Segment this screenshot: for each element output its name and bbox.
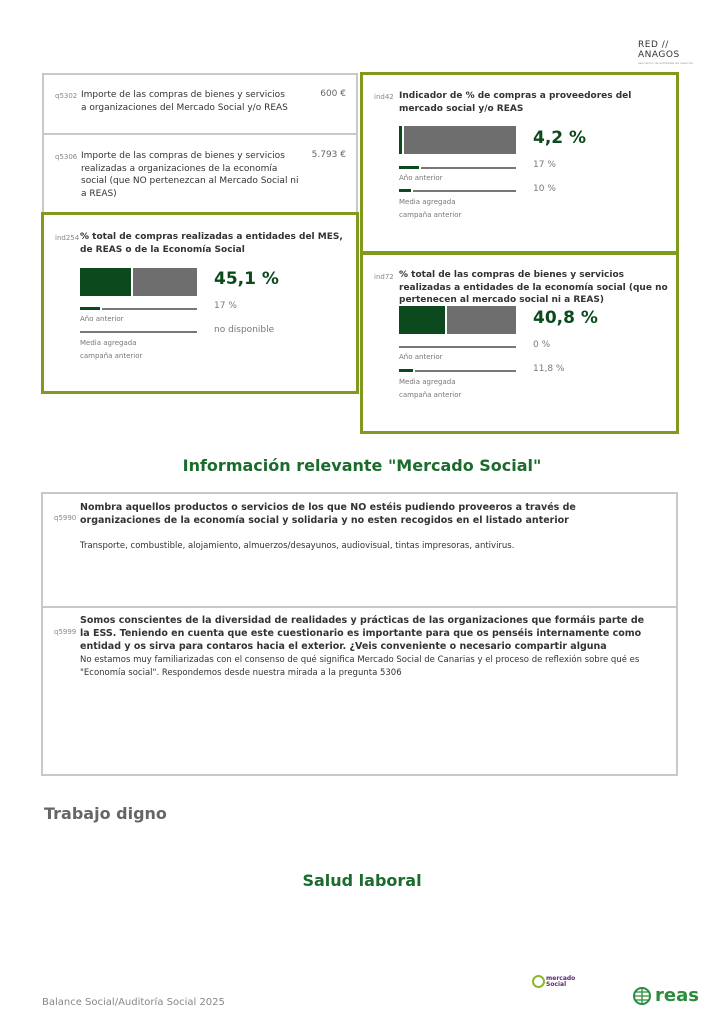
question-text: Importe de las compras de bienes y servicios a organizaciones del Mercado Social y/o REAS (81, 90, 288, 113)
indicator-bar (80, 268, 197, 296)
reas-logo (632, 985, 699, 1006)
question-text: Importe de las compras de bienes y servicios realizadas a organizaciones de la economía social (que NO pertenezcan al Mercado Social ni a REAS) (81, 151, 299, 199)
previous-year-fill (399, 166, 419, 169)
aggregate-average-fill (399, 189, 411, 192)
aggregate-average-value: 11,8 % (533, 364, 565, 374)
section-heading-trabajo-digno: Trabajo digno (44, 804, 167, 823)
aggregate-average-fill (399, 369, 413, 372)
question-id: q5306 (55, 153, 78, 161)
question-card-q5990 (41, 492, 678, 608)
indicator-bar-fill (399, 126, 404, 154)
question-text: Nombra aquellos productos o servicios de los que NO estéis pudiendo proveeros a través de organizaciones de la economía social y solidaria y no esten recogidos en el listado anterior (80, 502, 576, 526)
aggregate-average-label (399, 376, 461, 402)
footer-text: Balance Social/Auditoría Social 2025 (42, 997, 225, 1008)
question-card-q5306 (42, 133, 358, 215)
mercado-social-circle-icon (532, 975, 545, 988)
reas-logo-text: reas (655, 985, 699, 1006)
avg-label-line2: campaña anterior (399, 211, 462, 219)
previous-year-bar (399, 166, 516, 169)
previous-year-label: Año anterior (399, 174, 443, 182)
previous-year-fill (80, 307, 100, 310)
indicator-card-ind254 (41, 212, 359, 394)
question-id: q5999 (54, 628, 77, 636)
red-anagos-logo (638, 40, 702, 65)
logo-text: RED // ANAGOS (638, 40, 680, 60)
previous-year-rest (421, 167, 516, 169)
indicator-title: % total de las compras de bienes y servicios realizadas a entidades de la economía social (que no pertenecen al mercado social ni a REAS) (399, 270, 668, 305)
avg-label-line2: campaña anterior (399, 391, 462, 399)
logo-subtitle: asociación de entidades de inserción (638, 61, 694, 65)
question-id: q5990 (54, 514, 77, 522)
previous-year-value: 17 % (214, 301, 237, 311)
previous-year-bar (80, 307, 197, 310)
section-heading-mercado-social: Información relevante "Mercado Social" (182, 456, 542, 475)
mercado-social-logo (532, 975, 576, 988)
question-value: 600 € (320, 89, 346, 99)
previous-year-label: Año anterior (80, 315, 124, 323)
indicator-value: 40,8 % (533, 308, 598, 328)
aggregate-average-rest (415, 370, 516, 372)
question-card-q5999 (41, 606, 678, 776)
avg-label-line1: Media agregada (399, 378, 456, 386)
question-text: Somos conscientes de la diversidad de realidades y prácticas de las organizaciones que formáis parte de la ESS. Teniendo en cuenta que este cuestionario es importante para que os penséis internamente como entidad y os sirva para contaros hacia el exterior. ¿Veis conveniente o necesario compartir alguna (80, 615, 645, 652)
indicator-bar-fill (80, 268, 133, 296)
aggregate-average-rest (413, 190, 516, 192)
avg-label-line1: Media agregada (399, 198, 456, 206)
aggregate-average-bar (399, 369, 516, 372)
mercado-social-logo-text: mercado Social (546, 974, 576, 988)
question-value: 5.793 € (311, 150, 346, 160)
indicator-bar (399, 126, 516, 154)
aggregate-average-label (399, 196, 461, 222)
previous-year-label: Año anterior (399, 353, 443, 361)
indicator-id: ind254 (55, 234, 80, 242)
indicator-id: ind42 (374, 93, 394, 101)
indicator-card-ind72 (360, 252, 679, 434)
indicator-title: Indicador de % de compras a proveedores del mercado social y/o REAS (399, 91, 632, 114)
aggregate-average-bar (80, 330, 197, 333)
aggregate-average-rest (80, 331, 197, 333)
indicator-bar (399, 306, 516, 334)
indicator-value: 45,1 % (214, 269, 279, 289)
section-heading-salud-laboral: Salud laboral (302, 871, 422, 890)
previous-year-rest (399, 346, 516, 348)
previous-year-value: 0 % (533, 340, 551, 350)
aggregate-average-label (80, 337, 142, 363)
question-card-q5302 (42, 73, 358, 135)
globe-icon (632, 986, 652, 1006)
indicator-value: 4,2 % (533, 128, 587, 148)
avg-label-line1: Media agregada (80, 339, 137, 347)
question-answer: Transporte, combustible, alojamiento, almuerzos/desayunos, audiovisual, tintas impresoras, antivirus. (80, 541, 515, 551)
previous-year-value: 17 % (533, 160, 556, 170)
question-answer: No estamos muy familiarizadas con el consenso de qué significa Mercado Social de Canarias y el proceso de reflexión sobre qué es "Economía social". Respondemos desde nuestra mirada a la pregunta 5306 (80, 655, 640, 678)
previous-year-rest (102, 308, 197, 310)
indicator-title: % total de compras realizadas a entidades del MES, de REAS o de la Economía Social (80, 232, 343, 255)
question-id: q5302 (55, 92, 78, 100)
avg-label-line2: campaña anterior (80, 352, 143, 360)
aggregate-average-value: 10 % (533, 184, 556, 194)
indicator-bar-fill (399, 306, 447, 334)
indicator-card-ind42 (360, 72, 679, 254)
previous-year-bar (399, 345, 516, 348)
indicator-id: ind72 (374, 273, 394, 281)
aggregate-average-value: no disponible (214, 325, 275, 335)
aggregate-average-bar (399, 189, 516, 192)
